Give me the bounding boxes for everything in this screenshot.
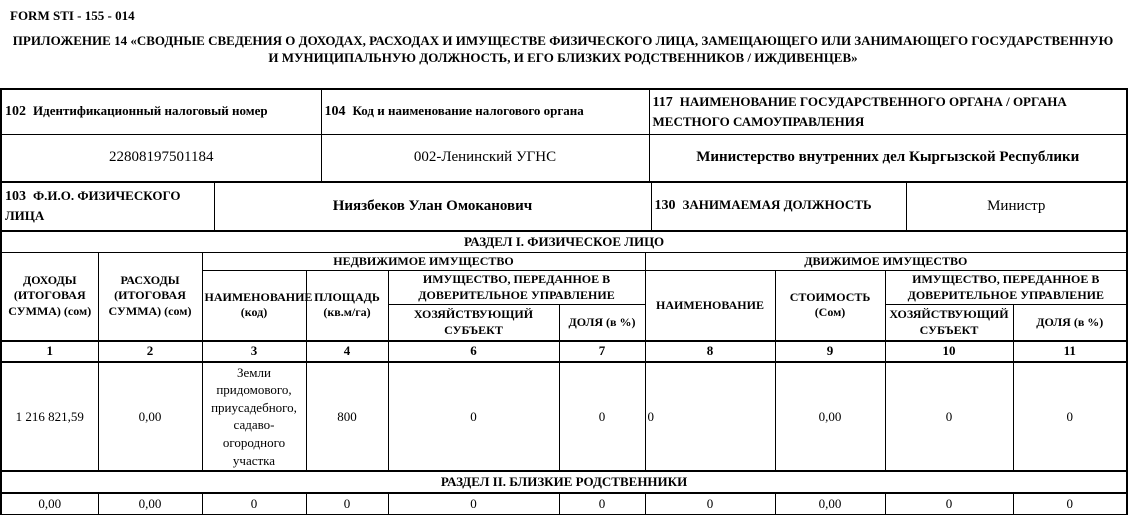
col-number: 9 <box>775 341 885 362</box>
group-header-trust-immovable: ИМУЩЕСТВО, ПЕРЕДАННОЕ В ДОВЕРИТЕЛЬНОЕ УПРАВЛЕНИЕ <box>388 271 645 305</box>
s2-share-movable: 0 <box>1013 493 1127 514</box>
info-table-person <box>0 182 1128 231</box>
col-number: 4 <box>306 341 388 362</box>
s2-entity-immovable: 0 <box>388 493 559 514</box>
s1-entity-movable: 0 <box>885 362 1013 471</box>
s1-share-movable: 0 <box>1013 362 1127 471</box>
field-130-label-cell <box>651 182 906 230</box>
group-header-trust-movable: ИМУЩЕСТВО, ПЕРЕДАННОЕ В ДОВЕРИТЕЛЬНОЕ УПРАВЛЕНИЕ <box>885 271 1127 305</box>
info-table-top <box>0 88 1128 182</box>
col-header-share-movable: ДОЛЯ (в %) <box>1013 305 1127 341</box>
field-130-code: 130 <box>654 198 676 214</box>
s2-expenses: 0,00 <box>98 493 202 514</box>
group-header-movable: ДВИЖИМОЕ ИМУЩЕСТВО <box>645 252 1127 271</box>
field-130-value: Министр <box>906 182 1127 230</box>
s1-immovable-name: Земли придомового, приусадебного, садаво-огородного участка <box>202 362 306 471</box>
s1-expenses: 0,00 <box>98 362 202 471</box>
field-102-label: Идентификационный налоговый номер <box>33 102 268 118</box>
s1-share-immovable: 0 <box>559 362 645 471</box>
form-tables <box>0 88 1126 515</box>
field-103-label-cell <box>1 182 214 230</box>
col-header-entity-immovable: ХОЗЯЙСТВУЮЩИЙ СУБЪЕКТ <box>388 305 559 341</box>
field-103-value: Ниязбеков Улан Омоканович <box>214 182 651 230</box>
col-number: 1 <box>1 341 98 362</box>
s2-share-immovable: 0 <box>559 493 645 514</box>
section2-title: РАЗДЕЛ II. БЛИЗКИЕ РОДСТВЕННИКИ <box>1 471 1127 493</box>
col-header-area: ПЛОЩАДЬ (кв.м/га) <box>306 271 388 341</box>
col-header-immovable-name: НАИМЕНОВАНИЕ (код) <box>202 271 306 341</box>
s1-area: 800 <box>306 362 388 471</box>
section2-data-row <box>1 493 1127 514</box>
field-104-code: 104 <box>324 103 346 119</box>
s2-movable-name: 0 <box>645 493 775 514</box>
column-number-row <box>1 341 1127 362</box>
field-102-label-cell <box>1 89 321 134</box>
col-header-cost: СТОИМОСТЬ (Сом) <box>775 271 885 341</box>
group-header-immovable: НЕДВИЖИМОЕ ИМУЩЕСТВО <box>202 252 645 271</box>
field-117-label-cell <box>649 89 1127 134</box>
s1-cost: 0,00 <box>775 362 885 471</box>
s2-incomes: 0,00 <box>1 493 98 514</box>
col-number: 10 <box>885 341 1013 362</box>
field-117-value: Министерство внутренних дел Кыргызской Республики <box>649 134 1127 181</box>
s2-area: 0 <box>306 493 388 514</box>
col-number: 7 <box>559 341 645 362</box>
s2-cost: 0,00 <box>775 493 885 514</box>
field-103-code: 103 <box>5 189 26 205</box>
field-117-code: 117 <box>652 95 673 111</box>
col-number: 6 <box>388 341 559 362</box>
col-header-incomes: ДОХОДЫ (ИТОГОВАЯ СУММА) (сом) <box>1 252 98 341</box>
section1-title: РАЗДЕЛ I. ФИЗИЧЕСКОЕ ЛИЦО <box>1 231 1127 252</box>
section1-data-row <box>1 362 1127 471</box>
field-104-value: 002-Ленинский УГНС <box>321 134 649 181</box>
col-header-expenses: РАСХОДЫ (ИТОГОВАЯ СУММА) (сом) <box>98 252 202 341</box>
field-102-code: 102 <box>5 103 26 119</box>
col-number: 3 <box>202 341 306 362</box>
s1-movable-name: 0 <box>645 362 775 471</box>
s2-entity-movable: 0 <box>885 493 1013 514</box>
field-103-label: Ф.И.О. ФИЗИЧЕСКОГО ЛИЦА <box>5 188 181 224</box>
declaration-table <box>0 231 1128 515</box>
s1-entity-immovable: 0 <box>388 362 559 471</box>
field-102-value: 22808197501184 <box>1 134 321 181</box>
page-title: ПРИЛОЖЕНИЕ 14 «СВОДНЫЕ СВЕДЕНИЯ О ДОХОДАХ, РАСХОДАХ И ИМУЩЕСТВЕ ФИЗИЧЕСКОГО ЛИЦА, ЗАМЕЩАЮЩЕГО ИЛИ ЗАНИМАЮЩЕГО ГОСУДАРСТВЕННУЮ И МУНИЦИПАЛЬНУЮ ДОЛЖНОСТЬ, И ЕГО БЛИЗКИХ РОДСТВЕННИКОВ / ИЖДИВЕНЦЕВ» <box>12 33 1114 65</box>
s1-incomes: 1 216 821,59 <box>1 362 98 471</box>
col-header-share-immovable: ДОЛЯ (в %) <box>559 305 645 341</box>
col-number: 8 <box>645 341 775 362</box>
col-number: 11 <box>1013 341 1127 362</box>
field-117-label: НАИМЕНОВАНИЕ ГОСУДАРСТВЕННОГО ОРГАНА / ОРГАНА МЕСТНОГО САМОУПРАВЛЕНИЯ <box>652 94 1067 129</box>
field-104-label: Код и наименование налогового органа <box>352 102 584 118</box>
field-104-label-cell <box>321 89 649 134</box>
field-130-label: ЗАНИМАЕМАЯ ДОЛЖНОСТЬ <box>682 197 872 213</box>
col-header-entity-movable: ХОЗЯЙСТВУЮЩИЙ СУБЪЕКТ <box>885 305 1013 341</box>
s2-immovable-name: 0 <box>202 493 306 514</box>
col-number: 2 <box>98 341 202 362</box>
col-header-movable-name: НАИМЕНОВАНИЕ <box>645 271 775 341</box>
form-code: FORM STI - 155 - 014 <box>10 8 135 23</box>
